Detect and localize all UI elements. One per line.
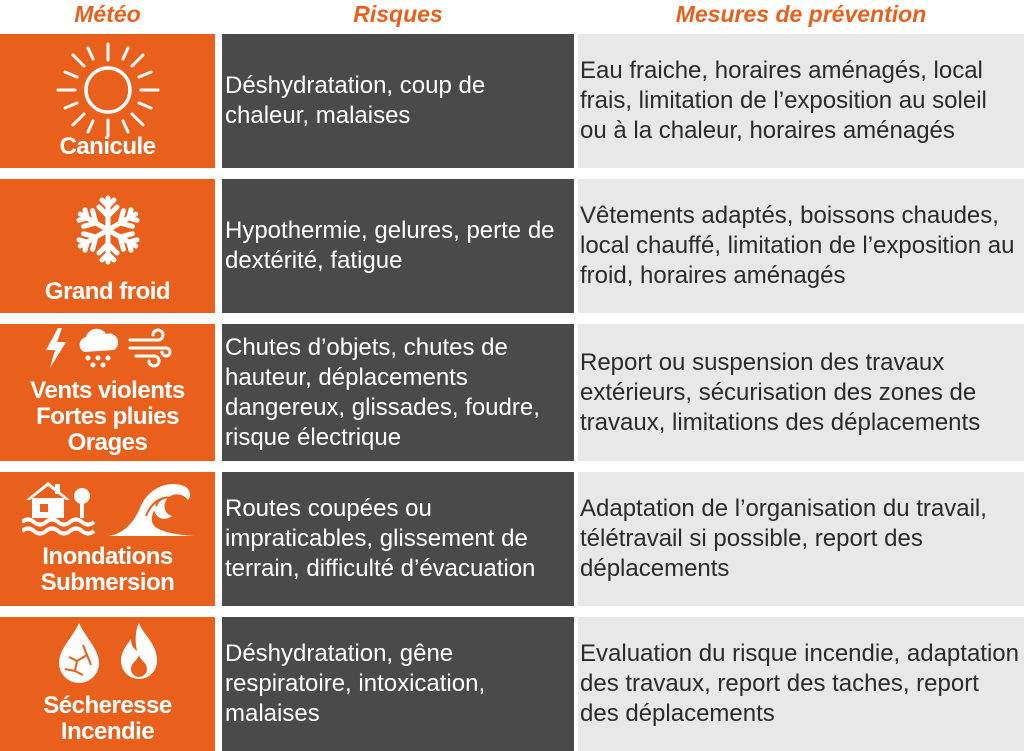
meteo-cell bbox=[0, 324, 215, 461]
prevention-cell bbox=[578, 34, 1024, 168]
meteo-cell bbox=[0, 472, 215, 606]
meteo-label-line: Inondations bbox=[42, 543, 173, 570]
drought-fire-icons bbox=[0, 621, 215, 683]
sun-icon bbox=[0, 40, 215, 140]
prevention-text: Evaluation du risque incendie, adaptation des travaux, report des taches, report des déplacements bbox=[580, 640, 1019, 727]
risk-cell bbox=[222, 179, 574, 313]
meteo-label bbox=[0, 378, 215, 456]
table-row-canicule bbox=[0, 34, 1024, 168]
prevention-cell bbox=[578, 179, 1024, 313]
flooded-house-icon bbox=[22, 476, 100, 538]
meteo-label-line: Incendie bbox=[60, 718, 155, 745]
meteo-cell bbox=[0, 34, 215, 168]
lightning-icon bbox=[44, 328, 68, 368]
risk-text: Hypothermie, gelures, perte de dextérité, fatigue bbox=[225, 217, 555, 274]
prevention-text: Vêtements adaptés, boissons chaudes, local chauffé, limitation de l’exposition au froid, horaires aménagés bbox=[580, 202, 1015, 289]
meteo-cell bbox=[0, 617, 215, 751]
risk-text: Routes coupées ou impraticables, glissement de terrain, difficulté d’évacuation bbox=[225, 495, 536, 582]
storm-icons bbox=[0, 328, 215, 368]
prevention-cell bbox=[578, 617, 1024, 751]
meteo-cell bbox=[0, 179, 215, 313]
prevention-cell bbox=[578, 324, 1024, 461]
risk-text: Chutes d’objets, chutes de hauteur, déplacements dangereux, glissades, foudre, risque électrique bbox=[225, 333, 540, 451]
meteo-label bbox=[0, 134, 215, 160]
risk-cell bbox=[222, 34, 574, 168]
cracked-drop-icon bbox=[55, 621, 103, 683]
meteo-label-line: Vents violents bbox=[30, 377, 185, 404]
header-meteo: Météo bbox=[74, 1, 141, 27]
flame-icon bbox=[117, 621, 161, 683]
meteo-label-line: Submersion bbox=[40, 569, 175, 596]
prevention-text: Eau fraiche, horaires aménagés, local frais, limitation de l’exposition au soleil ou à la chaleur, horaires aménagés bbox=[580, 57, 987, 144]
table-row-secheresse-incendie bbox=[0, 617, 1024, 751]
table-row-grand-froid bbox=[0, 179, 1024, 313]
wind-icon bbox=[128, 328, 172, 368]
meteo-label-line: Fortes pluies bbox=[36, 403, 179, 430]
meteo-label bbox=[0, 544, 215, 596]
meteo-label bbox=[0, 693, 215, 745]
risk-cell bbox=[222, 617, 574, 751]
prevention-text: Adaptation de l’organisation du travail, télétravail si possible, report des déplacements bbox=[580, 495, 987, 582]
meteo-label-line: Canicule bbox=[59, 133, 156, 160]
prevention-cell bbox=[578, 472, 1024, 606]
table-row-inondations bbox=[0, 472, 1024, 606]
snowflake-icon bbox=[0, 193, 215, 267]
risk-text: Déshydratation, gêne respiratoire, intoxication, malaises bbox=[225, 640, 486, 727]
risk-text: Déshydratation, coup de chaleur, malaises bbox=[225, 72, 486, 129]
prevention-text: Report ou suspension des travaux extérieurs, sécurisation des zones de travaux, limitations des déplacements bbox=[580, 348, 981, 436]
meteo-label-line: Grand froid bbox=[44, 278, 171, 305]
rain-cloud-icon bbox=[76, 328, 120, 368]
meteo-label bbox=[0, 279, 215, 305]
header-mesures: Mesures de prévention bbox=[675, 1, 927, 27]
table-row-vents-pluies-orages bbox=[0, 324, 1024, 461]
risk-cell bbox=[222, 472, 574, 606]
risk-cell bbox=[222, 324, 574, 461]
meteo-label-line: Sécheresse bbox=[43, 692, 172, 719]
wave-icon bbox=[106, 476, 194, 538]
meteo-label-line: Orages bbox=[67, 429, 148, 456]
flood-icons bbox=[0, 476, 215, 538]
header-risques: Risques bbox=[353, 1, 443, 27]
